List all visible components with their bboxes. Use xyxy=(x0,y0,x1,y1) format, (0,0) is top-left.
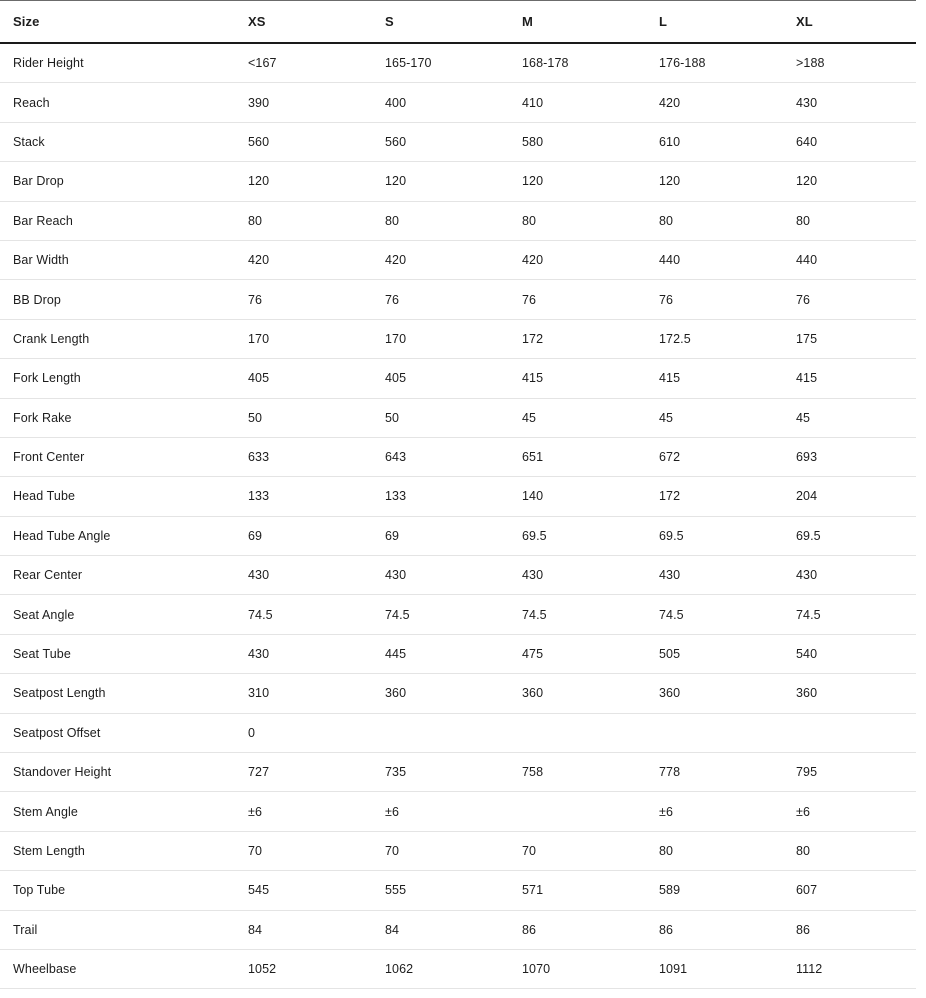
row-value: 580 xyxy=(522,134,544,149)
column-header-m: M xyxy=(522,14,533,29)
row-label: Standover Height xyxy=(13,765,112,780)
row-label: Reach xyxy=(13,95,50,110)
row-value: 120 xyxy=(796,174,818,189)
row-value: 430 xyxy=(248,568,270,583)
row-value: 420 xyxy=(659,95,681,110)
row-value: 360 xyxy=(522,686,544,701)
row-value: 607 xyxy=(796,883,818,898)
column-header-s: S xyxy=(385,14,394,29)
row-value: ±6 xyxy=(796,804,811,819)
row-value: 735 xyxy=(385,765,407,780)
column-header-xs: XS xyxy=(248,14,266,29)
row-label: Rider Height xyxy=(13,56,84,71)
row-value: 74.5 xyxy=(659,607,684,622)
row-label: Crank Length xyxy=(13,331,90,346)
row-value: 633 xyxy=(248,450,270,465)
row-value: 400 xyxy=(385,95,407,110)
table-row xyxy=(0,240,916,279)
geometry-table-body xyxy=(0,43,916,989)
row-value: 120 xyxy=(248,174,270,189)
row-value: 165-170 xyxy=(385,56,432,71)
row-label: Bar Drop xyxy=(13,174,64,189)
row-value xyxy=(509,792,646,831)
table-row xyxy=(0,122,916,161)
row-value: 445 xyxy=(385,647,407,662)
row-value: ±6 xyxy=(659,804,674,819)
table-row xyxy=(0,831,916,870)
row-value: 643 xyxy=(385,450,407,465)
table-row xyxy=(0,319,916,358)
row-value: 74.5 xyxy=(248,607,273,622)
row-value: 0 xyxy=(248,725,256,740)
row-value: 672 xyxy=(659,450,681,465)
row-value: 610 xyxy=(659,134,681,149)
row-value: 76 xyxy=(659,292,674,307)
row-value: 80 xyxy=(796,213,811,228)
row-value: 420 xyxy=(248,253,270,268)
row-value: 120 xyxy=(659,174,681,189)
row-label: Bar Width xyxy=(13,253,69,268)
row-value xyxy=(646,713,783,752)
row-value: 70 xyxy=(522,844,537,858)
row-value: 430 xyxy=(385,568,407,583)
row-value: 640 xyxy=(796,134,818,149)
table-row xyxy=(0,359,916,398)
row-value: 70 xyxy=(385,844,400,858)
table-row xyxy=(0,43,916,83)
row-value: 76 xyxy=(796,292,811,307)
table-row xyxy=(0,437,916,476)
row-value: 76 xyxy=(248,292,263,307)
row-value: 430 xyxy=(659,568,681,583)
row-value: 405 xyxy=(248,371,270,386)
row-value: 140 xyxy=(522,489,544,504)
row-label: BB Drop xyxy=(13,292,61,307)
row-value: 440 xyxy=(796,253,818,268)
row-label: Head Tube xyxy=(13,489,76,504)
row-value: 69 xyxy=(385,528,400,543)
row-value: 120 xyxy=(385,174,407,189)
row-value: 70 xyxy=(248,844,263,858)
row-value: 360 xyxy=(385,686,407,701)
row-value: 415 xyxy=(522,371,544,386)
table-row xyxy=(0,398,916,437)
row-value: 45 xyxy=(796,410,811,425)
row-value: 693 xyxy=(796,450,818,465)
row-label: Stem Length xyxy=(13,844,85,858)
row-label: Bar Reach xyxy=(13,213,73,228)
row-label: Wheelbase xyxy=(13,962,77,977)
row-value: 589 xyxy=(659,883,681,898)
row-label: Seat Tube xyxy=(13,647,71,662)
row-value: 475 xyxy=(522,647,544,662)
column-header-l: L xyxy=(659,14,668,29)
row-value: 415 xyxy=(659,371,681,386)
row-value: 727 xyxy=(248,765,270,780)
row-value: 651 xyxy=(522,450,544,465)
row-value: ±6 xyxy=(248,804,263,819)
row-value: 420 xyxy=(385,253,407,268)
row-label: Top Tube xyxy=(13,883,66,898)
geometry-table-header xyxy=(0,1,916,44)
row-value: 1052 xyxy=(248,962,277,977)
row-value: 172 xyxy=(522,331,544,346)
table-row xyxy=(0,753,916,792)
row-value: 410 xyxy=(522,95,544,110)
row-value: 170 xyxy=(385,331,407,346)
row-value: 170 xyxy=(248,331,270,346)
row-value: 540 xyxy=(796,647,818,662)
row-value: 84 xyxy=(385,922,400,937)
row-value: 133 xyxy=(385,489,407,504)
row-value: 50 xyxy=(385,410,400,425)
row-value: 80 xyxy=(248,213,263,228)
row-value: 310 xyxy=(248,686,270,701)
row-label: Trail xyxy=(13,922,38,937)
row-value: 758 xyxy=(522,765,544,780)
row-value: <167 xyxy=(248,56,277,71)
row-value: 430 xyxy=(248,647,270,662)
row-value: >188 xyxy=(796,56,825,71)
row-value: 175 xyxy=(796,331,818,346)
row-label: Fork Rake xyxy=(13,410,72,425)
row-value: 1091 xyxy=(659,962,688,977)
row-value: 74.5 xyxy=(796,607,821,622)
row-label: Stem Angle xyxy=(13,804,78,819)
table-row xyxy=(0,556,916,595)
row-label: Seatpost Length xyxy=(13,686,106,701)
column-header-size: Size xyxy=(13,14,40,29)
table-row xyxy=(0,201,916,240)
row-value: 560 xyxy=(385,134,407,149)
row-value: 84 xyxy=(248,922,263,937)
row-label: Rear Center xyxy=(13,568,83,583)
row-value: 204 xyxy=(796,489,818,504)
row-label: Stack xyxy=(13,134,45,149)
row-value: 133 xyxy=(248,489,270,504)
row-value: 390 xyxy=(248,95,270,110)
table-row xyxy=(0,634,916,673)
row-value: 1112 xyxy=(796,962,823,977)
row-value: ±6 xyxy=(385,804,400,819)
row-value: 69.5 xyxy=(522,528,547,543)
row-value: 80 xyxy=(659,844,674,858)
row-value: 778 xyxy=(659,765,681,780)
row-value: 560 xyxy=(248,134,270,149)
row-value: 172 xyxy=(659,489,681,504)
row-value: 360 xyxy=(659,686,681,701)
table-row xyxy=(0,871,916,910)
row-value: 45 xyxy=(659,410,674,425)
row-value: 80 xyxy=(522,213,537,228)
row-value: 430 xyxy=(796,568,818,583)
table-row xyxy=(0,674,916,713)
column-header-xl: XL xyxy=(796,14,813,29)
row-value: 440 xyxy=(659,253,681,268)
row-value: 86 xyxy=(659,922,674,937)
row-label: Fork Length xyxy=(13,371,81,386)
row-label: Head Tube Angle xyxy=(13,528,111,543)
row-value: 795 xyxy=(796,765,818,780)
row-value: 555 xyxy=(385,883,407,898)
table-row xyxy=(0,910,916,949)
table-row xyxy=(0,713,916,752)
row-value: 430 xyxy=(796,95,818,110)
row-value: 405 xyxy=(385,371,407,386)
row-value: 176-188 xyxy=(659,56,706,71)
row-value: 86 xyxy=(522,922,537,937)
row-value xyxy=(783,713,916,752)
table-row xyxy=(0,949,916,988)
table-row xyxy=(0,280,916,319)
row-value: 80 xyxy=(385,213,400,228)
table-row xyxy=(0,83,916,122)
row-value: 545 xyxy=(248,883,270,898)
row-value xyxy=(509,713,646,752)
header-row xyxy=(0,1,916,44)
row-value: 80 xyxy=(796,844,811,858)
table-row xyxy=(0,792,916,831)
row-value: 168-178 xyxy=(522,56,569,71)
row-value: 430 xyxy=(522,568,544,583)
row-value: 86 xyxy=(796,922,811,937)
row-value: 420 xyxy=(522,253,544,268)
row-value: 80 xyxy=(659,213,674,228)
row-value: 415 xyxy=(796,371,818,386)
row-label: Seatpost Offset xyxy=(13,725,101,740)
row-value: 1070 xyxy=(522,962,551,977)
row-value: 1062 xyxy=(385,962,414,977)
table-row xyxy=(0,477,916,516)
row-value: 76 xyxy=(522,292,537,307)
row-value: 76 xyxy=(385,292,400,307)
row-value: 505 xyxy=(659,647,681,662)
row-value: 74.5 xyxy=(385,607,410,622)
row-value xyxy=(372,713,509,752)
row-value: 74.5 xyxy=(522,607,547,622)
table-row xyxy=(0,595,916,634)
table-row xyxy=(0,162,916,201)
row-value: 120 xyxy=(522,174,544,189)
row-value: 571 xyxy=(522,883,544,898)
row-label: Front Center xyxy=(13,450,85,465)
row-value: 172.5 xyxy=(659,331,691,346)
row-value: 45 xyxy=(522,410,537,425)
table-row xyxy=(0,516,916,555)
row-label: Seat Angle xyxy=(13,607,75,622)
row-value: 360 xyxy=(796,686,818,701)
row-value: 50 xyxy=(248,410,263,425)
row-value: 69.5 xyxy=(796,528,821,543)
row-value: 69 xyxy=(248,528,263,543)
row-value: 69.5 xyxy=(659,528,684,543)
